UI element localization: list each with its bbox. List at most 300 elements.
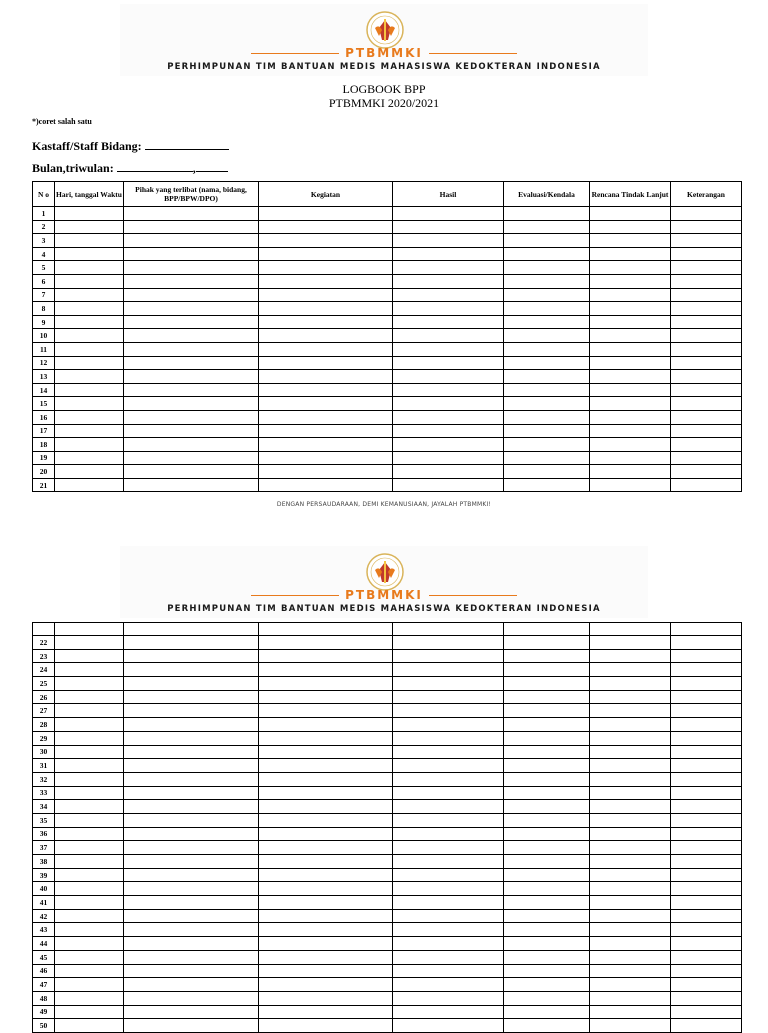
table-cell[interactable] [671,220,742,234]
field-triwulan-blank[interactable] [196,160,228,172]
table-cell[interactable] [504,220,590,234]
table-cell[interactable] [124,663,259,677]
table-cell[interactable] [55,247,124,261]
table-cell[interactable] [124,302,259,316]
table-cell[interactable] [393,964,504,978]
table-cell[interactable] [259,288,393,302]
table-cell[interactable] [671,649,742,663]
table-cell[interactable] [124,370,259,384]
table-cell[interactable] [55,274,124,288]
table-cell[interactable] [590,383,671,397]
table-cell[interactable] [504,882,590,896]
table-cell[interactable] [393,247,504,261]
table-cell[interactable] [671,478,742,492]
table-cell[interactable] [124,923,259,937]
table-cell[interactable] [124,718,259,732]
table-cell[interactable] [504,329,590,343]
table-cell[interactable] [259,937,393,951]
table-cell[interactable] [393,478,504,492]
table-cell[interactable] [393,896,504,910]
table-cell[interactable] [55,424,124,438]
table-cell[interactable] [124,356,259,370]
table-cell[interactable] [393,731,504,745]
table-cell[interactable] [590,868,671,882]
table-cell[interactable] [259,868,393,882]
table-cell[interactable] [590,356,671,370]
table-cell[interactable] [590,704,671,718]
table-cell[interactable] [55,868,124,882]
table-cell[interactable] [393,813,504,827]
table-cell[interactable] [259,855,393,869]
table-cell[interactable] [590,745,671,759]
table-cell[interactable] [671,731,742,745]
table-cell[interactable] [259,704,393,718]
table-cell[interactable] [393,451,504,465]
table-cell[interactable] [393,868,504,882]
table-cell[interactable] [671,247,742,261]
table-cell[interactable] [393,827,504,841]
table-cell[interactable] [55,220,124,234]
table-cell[interactable] [590,759,671,773]
table-cell[interactable] [55,288,124,302]
table-cell[interactable] [55,1005,124,1019]
table-cell[interactable] [259,718,393,732]
table-cell[interactable] [393,759,504,773]
table-cell[interactable] [504,663,590,677]
table-cell[interactable] [590,649,671,663]
table-cell[interactable] [504,315,590,329]
table-cell[interactable] [671,438,742,452]
table-cell[interactable] [55,759,124,773]
table-cell[interactable] [393,704,504,718]
table-cell[interactable] [259,397,393,411]
table-cell[interactable] [590,964,671,978]
table-cell[interactable] [504,745,590,759]
table-cell[interactable] [671,636,742,650]
table-cell[interactable] [504,896,590,910]
table-cell[interactable] [124,704,259,718]
table-cell[interactable] [590,827,671,841]
table-cell[interactable] [55,991,124,1005]
table-cell[interactable] [124,937,259,951]
table-cell[interactable] [671,800,742,814]
table-cell[interactable] [259,1005,393,1019]
table-cell[interactable] [590,397,671,411]
table-cell[interactable] [259,410,393,424]
table-cell[interactable] [671,786,742,800]
table-cell[interactable] [393,786,504,800]
table-cell[interactable] [124,868,259,882]
table-cell[interactable] [55,950,124,964]
table-cell[interactable] [590,663,671,677]
table-cell[interactable] [393,465,504,479]
table-cell[interactable] [124,478,259,492]
table-cell[interactable] [504,424,590,438]
table-cell[interactable] [55,478,124,492]
table-cell[interactable] [671,950,742,964]
table-cell[interactable] [590,302,671,316]
table-cell[interactable] [55,636,124,650]
table-cell[interactable] [504,772,590,786]
table-cell[interactable] [393,424,504,438]
table-cell[interactable] [55,800,124,814]
table-cell[interactable] [259,383,393,397]
table-cell[interactable] [124,636,259,650]
table-cell[interactable] [55,718,124,732]
table-cell[interactable] [124,207,259,221]
table-cell[interactable] [55,383,124,397]
table-cell[interactable] [671,677,742,691]
table-cell[interactable] [124,896,259,910]
table-cell[interactable] [124,465,259,479]
table-cell[interactable] [259,759,393,773]
table-cell[interactable] [393,991,504,1005]
table-cell[interactable] [393,950,504,964]
table-cell[interactable] [393,649,504,663]
table-cell[interactable] [55,207,124,221]
table-cell[interactable] [671,909,742,923]
table-cell[interactable] [259,465,393,479]
table-cell[interactable] [393,663,504,677]
table-cell[interactable] [590,329,671,343]
table-cell[interactable] [124,855,259,869]
table-cell[interactable] [590,813,671,827]
table-cell[interactable] [590,438,671,452]
table-cell[interactable] [393,978,504,992]
table-cell[interactable] [259,274,393,288]
table-cell[interactable] [504,207,590,221]
table-cell[interactable] [124,410,259,424]
table-cell[interactable] [393,329,504,343]
table-cell[interactable] [259,315,393,329]
table-cell[interactable] [124,786,259,800]
table-cell[interactable] [504,370,590,384]
table-cell[interactable] [393,855,504,869]
table-cell[interactable] [124,649,259,663]
table-cell[interactable] [504,868,590,882]
table-cell[interactable] [504,718,590,732]
table-cell[interactable] [504,1005,590,1019]
table-cell[interactable] [671,923,742,937]
table-cell[interactable] [124,759,259,773]
table-cell[interactable] [590,261,671,275]
table-cell[interactable] [590,950,671,964]
table-cell[interactable] [590,451,671,465]
table-cell[interactable] [590,718,671,732]
table-cell[interactable] [259,234,393,248]
table-cell[interactable] [55,813,124,827]
table-cell[interactable] [124,234,259,248]
table-cell[interactable] [55,745,124,759]
table-cell[interactable] [259,991,393,1005]
table-cell[interactable] [55,261,124,275]
table-cell[interactable] [393,841,504,855]
table-cell[interactable] [124,772,259,786]
table-cell[interactable] [504,841,590,855]
table-cell[interactable] [504,383,590,397]
table-cell[interactable] [504,342,590,356]
table-cell[interactable] [671,663,742,677]
table-cell[interactable] [671,704,742,718]
table-cell[interactable] [671,383,742,397]
table-cell[interactable] [671,261,742,275]
table-cell[interactable] [259,1019,393,1033]
table-cell[interactable] [259,342,393,356]
table-cell[interactable] [124,978,259,992]
table-cell[interactable] [124,841,259,855]
table-cell[interactable] [504,261,590,275]
table-cell[interactable] [504,704,590,718]
table-cell[interactable] [671,718,742,732]
table-cell[interactable] [590,478,671,492]
table-cell[interactable] [259,772,393,786]
table-cell[interactable] [590,909,671,923]
table-cell[interactable] [590,937,671,951]
table-cell[interactable] [590,342,671,356]
table-cell[interactable] [259,813,393,827]
table-cell[interactable] [504,786,590,800]
table-cell[interactable] [124,677,259,691]
table-cell[interactable] [124,342,259,356]
table-cell[interactable] [55,315,124,329]
table-cell[interactable] [671,896,742,910]
table-cell[interactable] [393,800,504,814]
table-cell[interactable] [55,896,124,910]
table-cell[interactable] [504,438,590,452]
table-cell[interactable] [590,841,671,855]
table-cell[interactable] [671,827,742,841]
table-cell[interactable] [671,302,742,316]
table-cell[interactable] [124,731,259,745]
table-cell[interactable] [259,786,393,800]
table-cell[interactable] [393,636,504,650]
table-cell[interactable] [124,438,259,452]
table-cell[interactable] [671,882,742,896]
table-cell[interactable] [259,220,393,234]
table-cell[interactable] [671,207,742,221]
table-cell[interactable] [504,813,590,827]
table-cell[interactable] [259,909,393,923]
table-cell[interactable] [259,690,393,704]
table-cell[interactable] [504,410,590,424]
table-cell[interactable] [393,909,504,923]
table-cell[interactable] [55,772,124,786]
table-cell[interactable] [55,397,124,411]
table-cell[interactable] [55,964,124,978]
table-cell[interactable] [259,451,393,465]
table-cell[interactable] [671,397,742,411]
table-cell[interactable] [259,731,393,745]
table-cell[interactable] [124,800,259,814]
table-cell[interactable] [590,800,671,814]
field-bulan-blank[interactable] [117,160,193,172]
table-cell[interactable] [504,649,590,663]
table-cell[interactable] [504,247,590,261]
table-cell[interactable] [124,220,259,234]
table-cell[interactable] [590,234,671,248]
table-cell[interactable] [55,704,124,718]
table-cell[interactable] [671,370,742,384]
table-cell[interactable] [259,636,393,650]
table-cell[interactable] [393,438,504,452]
table-cell[interactable] [504,478,590,492]
table-cell[interactable] [504,937,590,951]
table-cell[interactable] [124,451,259,465]
table-cell[interactable] [671,813,742,827]
table-cell[interactable] [671,937,742,951]
table-cell[interactable] [124,315,259,329]
table-cell[interactable] [393,745,504,759]
table-cell[interactable] [55,690,124,704]
table-cell[interactable] [504,356,590,370]
table-cell[interactable] [590,370,671,384]
table-cell[interactable] [55,438,124,452]
table-cell[interactable] [504,827,590,841]
table-cell[interactable] [590,882,671,896]
table-cell[interactable] [55,1019,124,1033]
table-cell[interactable] [671,288,742,302]
table-cell[interactable] [124,261,259,275]
table-cell[interactable] [504,964,590,978]
table-cell[interactable] [55,356,124,370]
table-cell[interactable] [124,745,259,759]
table-cell[interactable] [590,690,671,704]
table-cell[interactable] [55,909,124,923]
table-cell[interactable] [259,896,393,910]
table-cell[interactable] [393,923,504,937]
table-cell[interactable] [259,677,393,691]
table-cell[interactable] [504,234,590,248]
table-cell[interactable] [504,465,590,479]
table-cell[interactable] [504,451,590,465]
table-cell[interactable] [393,370,504,384]
table-cell[interactable] [259,923,393,937]
table-cell[interactable] [504,731,590,745]
table-cell[interactable] [671,329,742,343]
table-cell[interactable] [393,397,504,411]
table-cell[interactable] [259,800,393,814]
table-cell[interactable] [590,410,671,424]
table-cell[interactable] [124,964,259,978]
table-cell[interactable] [590,731,671,745]
table-cell[interactable] [393,937,504,951]
table-cell[interactable] [504,274,590,288]
table-cell[interactable] [590,855,671,869]
table-cell[interactable] [259,370,393,384]
table-cell[interactable] [393,302,504,316]
table-cell[interactable] [590,896,671,910]
table-cell[interactable] [55,855,124,869]
table-cell[interactable] [671,855,742,869]
table-cell[interactable] [55,978,124,992]
table-cell[interactable] [259,978,393,992]
table-cell[interactable] [590,288,671,302]
table-cell[interactable] [590,677,671,691]
table-cell[interactable] [393,1005,504,1019]
table-cell[interactable] [55,841,124,855]
table-cell[interactable] [671,410,742,424]
table-cell[interactable] [259,745,393,759]
table-cell[interactable] [504,909,590,923]
table-cell[interactable] [259,247,393,261]
table-cell[interactable] [393,207,504,221]
table-cell[interactable] [671,964,742,978]
table-cell[interactable] [504,397,590,411]
table-cell[interactable] [590,207,671,221]
table-cell[interactable] [504,950,590,964]
table-cell[interactable] [590,465,671,479]
table-cell[interactable] [393,772,504,786]
table-cell[interactable] [393,677,504,691]
table-cell[interactable] [504,636,590,650]
table-cell[interactable] [55,827,124,841]
table-cell[interactable] [259,438,393,452]
table-cell[interactable] [393,261,504,275]
table-cell[interactable] [124,690,259,704]
table-cell[interactable] [124,909,259,923]
table-cell[interactable] [504,855,590,869]
table-cell[interactable] [504,1019,590,1033]
table-cell[interactable] [671,991,742,1005]
table-cell[interactable] [590,1005,671,1019]
table-cell[interactable] [259,329,393,343]
table-cell[interactable] [55,923,124,937]
table-cell[interactable] [671,274,742,288]
table-cell[interactable] [671,465,742,479]
table-cell[interactable] [504,923,590,937]
table-cell[interactable] [55,677,124,691]
table-cell[interactable] [504,991,590,1005]
table-cell[interactable] [671,342,742,356]
table-cell[interactable] [504,690,590,704]
table-cell[interactable] [590,274,671,288]
table-cell[interactable] [55,302,124,316]
table-cell[interactable] [504,759,590,773]
table-cell[interactable] [671,690,742,704]
table-cell[interactable] [259,882,393,896]
table-cell[interactable] [259,841,393,855]
table-cell[interactable] [55,410,124,424]
table-cell[interactable] [393,234,504,248]
table-cell[interactable] [124,383,259,397]
table-cell[interactable] [393,882,504,896]
table-cell[interactable] [259,827,393,841]
table-cell[interactable] [590,923,671,937]
table-cell[interactable] [671,1019,742,1033]
table-cell[interactable] [55,329,124,343]
table-cell[interactable] [590,978,671,992]
table-cell[interactable] [124,397,259,411]
table-cell[interactable] [671,315,742,329]
table-cell[interactable] [504,677,590,691]
table-cell[interactable] [504,288,590,302]
table-cell[interactable] [671,451,742,465]
table-cell[interactable] [124,424,259,438]
table-cell[interactable] [590,1019,671,1033]
table-cell[interactable] [55,649,124,663]
table-cell[interactable] [393,718,504,732]
table-cell[interactable] [671,424,742,438]
table-cell[interactable] [671,356,742,370]
table-cell[interactable] [124,827,259,841]
table-cell[interactable] [55,342,124,356]
table-cell[interactable] [55,937,124,951]
table-cell[interactable] [259,207,393,221]
table-cell[interactable] [259,424,393,438]
table-cell[interactable] [671,1005,742,1019]
table-cell[interactable] [393,383,504,397]
table-cell[interactable] [393,220,504,234]
